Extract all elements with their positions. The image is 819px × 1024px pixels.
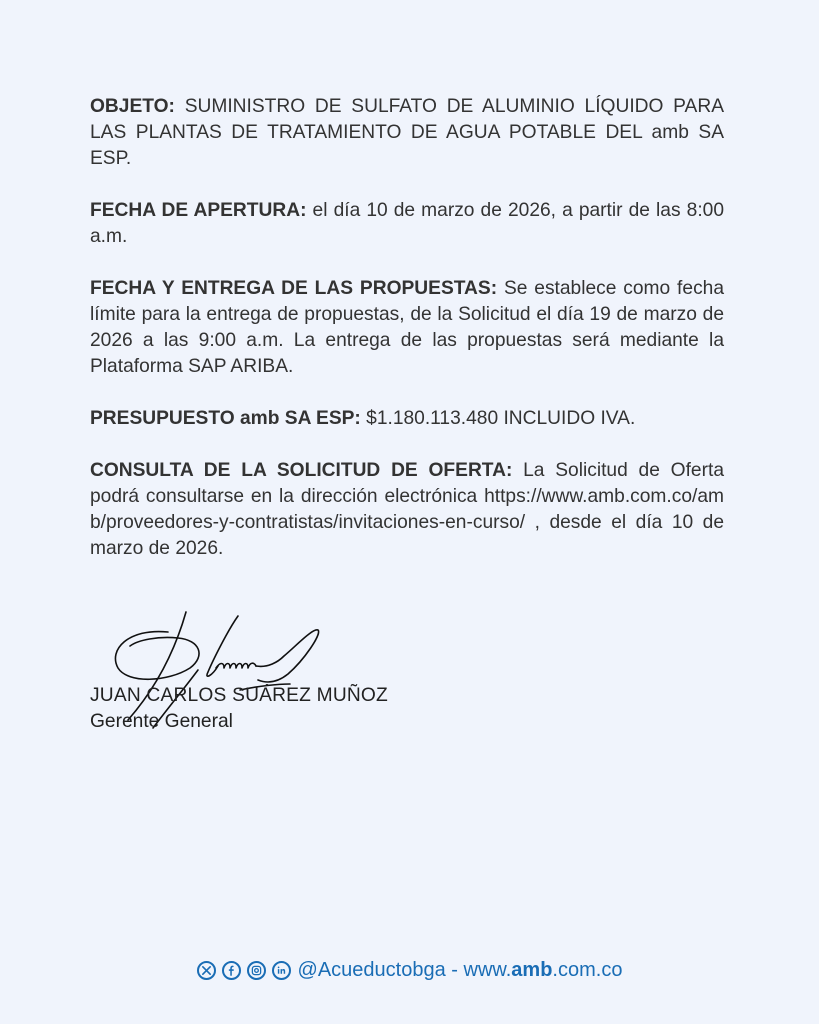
website-prefix: www.	[463, 959, 512, 981]
label-entrega-propuestas: FECHA Y ENTREGA DE LAS PROPUESTAS:	[90, 278, 498, 299]
footer-separator: -	[445, 959, 464, 981]
paragraph-presupuesto	[90, 406, 724, 432]
paragraph-entrega-propuestas	[90, 276, 724, 380]
text-presupuesto: $1.180.113.480 INCLUIDO IVA.	[360, 408, 636, 429]
text-objeto: SUMINISTRO DE SULFATO DE ALUMINIO LÍQUIDO PARA LAS PLANTAS DE TRATAMIENTO DE AGUA POTABLE DEL amb SA ESP.	[90, 96, 724, 169]
document-body	[90, 94, 724, 588]
paragraph-fecha-apertura	[90, 198, 724, 250]
facebook-icon[interactable]	[222, 961, 241, 980]
text-consulta-after: , desde el día 10 de marzo de 2026.	[90, 512, 724, 559]
paragraph-objeto	[90, 94, 724, 172]
text-fecha-apertura: el día 10 de marzo de 2026, a partir de las 8:00 a.m.	[90, 200, 724, 247]
social-icons	[197, 961, 291, 980]
text-consulta-before: La Solicitud de Oferta podrá consultarse en la dirección electrónica	[90, 460, 724, 507]
label-consulta: CONSULTA DE LA SOLICITUD DE OFERTA:	[90, 460, 513, 481]
footer	[0, 956, 819, 984]
label-objeto: OBJETO:	[90, 96, 175, 117]
signature-block	[90, 606, 450, 736]
x-icon[interactable]	[197, 961, 216, 980]
website-suffix: .com.co	[552, 959, 623, 981]
signer-name: JUAN CARLOS SUÁREZ MUÑOZ	[90, 685, 388, 706]
instagram-icon[interactable]	[247, 961, 266, 980]
website-link[interactable]	[464, 956, 623, 984]
label-presupuesto: PRESUPUESTO amb SA ESP:	[90, 408, 361, 429]
signer-role: Gerente General	[90, 711, 233, 732]
social-handle[interactable]: @Acueductobga	[297, 959, 446, 981]
linkedin-icon[interactable]	[272, 961, 291, 980]
paragraph-consulta	[90, 458, 724, 562]
consulta-url-link[interactable]: https://www.amb.com.co/amb/proveedores-y-contratistas/invitaciones-en-curso/	[90, 486, 724, 533]
text-entrega-propuestas: Se establece como fecha límite para la entrega de propuestas, de la Solicitud el día 19 de marzo de 2026 a las 9:00 a.m. La entrega de las propuestas será mediante la Plataforma SAP ARIBA.	[90, 278, 724, 377]
label-fecha-apertura: FECHA DE APERTURA:	[90, 200, 307, 221]
website-bold: amb	[511, 959, 553, 981]
